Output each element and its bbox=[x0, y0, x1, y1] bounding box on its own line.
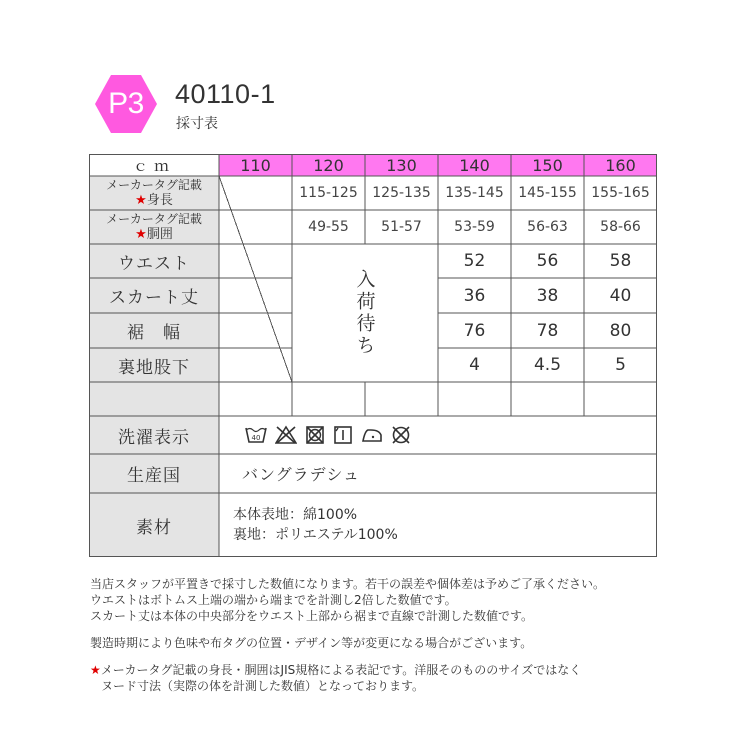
wash-40-icon bbox=[245, 425, 267, 445]
height-value: 155-165 bbox=[591, 185, 650, 201]
line-dry-icon bbox=[333, 425, 353, 445]
material-outer: 本体表地：綿100% bbox=[233, 507, 358, 523]
lining-inseam-row-label: 裏地股下 bbox=[89, 348, 219, 382]
pending-stock-text: 入荷待ち bbox=[353, 269, 376, 357]
product-code: 40110-1 bbox=[175, 79, 276, 109]
height-row-label bbox=[89, 176, 219, 210]
waist-girth-value: 56-63 bbox=[527, 219, 568, 235]
empty-row-label bbox=[89, 382, 219, 416]
size-header-160: 160 bbox=[584, 154, 657, 176]
size-chart-title: 採寸表 bbox=[176, 116, 218, 132]
note-jis-text: メーカータグ記載の身長・胴囲はJIS規格による表記です。洋服そのもののサイズではなく bbox=[100, 663, 582, 677]
size-header-130: 130 bbox=[365, 154, 438, 176]
skirt-length-value: 38 bbox=[536, 285, 559, 306]
size-header-140: 140 bbox=[438, 154, 511, 176]
maker-tag-label: メーカータグ記載 bbox=[106, 178, 202, 192]
waist-value: 52 bbox=[463, 251, 486, 271]
hem-width-value: 78 bbox=[536, 320, 559, 341]
height-value: 115-125 bbox=[299, 185, 358, 201]
size-header-150: 150 bbox=[511, 154, 584, 176]
size-header-110: 110 bbox=[219, 154, 292, 176]
skirt-length-row-label: スカート丈 bbox=[89, 278, 219, 313]
no-bleach-icon bbox=[275, 425, 297, 445]
iron-low-icon bbox=[361, 425, 383, 445]
star-mark: ★ bbox=[135, 227, 147, 242]
note-line: スカート丈は本体の中央部分をウエスト上部から裾まで直線で計測した数値です。 bbox=[90, 609, 534, 623]
no-dry-clean-icon bbox=[391, 425, 411, 445]
note-line: 当店スタッフが平置きで採寸した数値になります。若干の誤差や個体差は予めご了承ください。 bbox=[90, 577, 606, 591]
waist-girth-value: 51-57 bbox=[381, 219, 422, 235]
lining-inseam-value: 4.5 bbox=[533, 355, 562, 375]
care-symbols bbox=[219, 416, 657, 454]
lining-inseam-value: 4 bbox=[469, 355, 480, 375]
waist-value: 58 bbox=[609, 251, 632, 271]
material-value bbox=[219, 493, 657, 557]
origin-row-label: 生産国 bbox=[89, 454, 219, 493]
waist-girth-label: 胴囲 bbox=[146, 227, 173, 242]
wash-temp-label: 40 bbox=[251, 434, 261, 442]
p3-badge-label: P3 bbox=[108, 87, 144, 120]
waist-value: 56 bbox=[536, 251, 559, 271]
note-line-jis bbox=[90, 662, 710, 678]
care-row-label: 洗濯表示 bbox=[89, 416, 219, 454]
size-header-120: 120 bbox=[292, 154, 365, 176]
note-line: ヌード寸法（実際の体を計測した数値）となっております。 bbox=[101, 679, 425, 693]
skirt-length-value: 36 bbox=[463, 285, 486, 306]
hem-width-value: 76 bbox=[463, 320, 486, 341]
waist-row-label: ウエスト bbox=[89, 244, 219, 278]
waist-girth-value: 53-59 bbox=[454, 219, 495, 235]
note-line: ウエストはボトムス上端の端から端までを計測し2倍した数値です。 bbox=[90, 593, 457, 607]
lining-inseam-value: 5 bbox=[615, 355, 626, 375]
height-label: 身長 bbox=[146, 193, 173, 208]
notes-section bbox=[90, 576, 710, 694]
pending-stock-block bbox=[292, 244, 438, 382]
star-mark: ★ bbox=[135, 193, 147, 208]
star-mark: ★ bbox=[90, 663, 101, 677]
skirt-length-value: 40 bbox=[609, 285, 632, 306]
no-tumble-dry-icon bbox=[305, 425, 325, 445]
maker-tag-label: メーカータグ記載 bbox=[106, 212, 202, 226]
material-row-label: 素材 bbox=[89, 493, 219, 557]
height-value: 125-135 bbox=[372, 185, 431, 201]
height-value: 145-155 bbox=[518, 185, 577, 201]
waist-girth-value: 58-66 bbox=[600, 219, 641, 235]
material-lining: 裏地：ポリエステル100% bbox=[233, 527, 398, 543]
waist-girth-value: 49-55 bbox=[308, 219, 349, 235]
height-value: 135-145 bbox=[445, 185, 504, 201]
origin-value: バングラデシュ bbox=[242, 465, 361, 484]
size-chart-table bbox=[89, 154, 657, 557]
hem-width-value: 80 bbox=[609, 320, 632, 341]
note-line: 製造時期により色味や布タグの位置・デザイン等が変更になる場合がございます。 bbox=[90, 636, 533, 650]
hem-width-row-label: 裾 幅 bbox=[89, 313, 219, 348]
unit-header: ｃｍ bbox=[132, 156, 175, 175]
waist-girth-row-label bbox=[89, 210, 219, 244]
